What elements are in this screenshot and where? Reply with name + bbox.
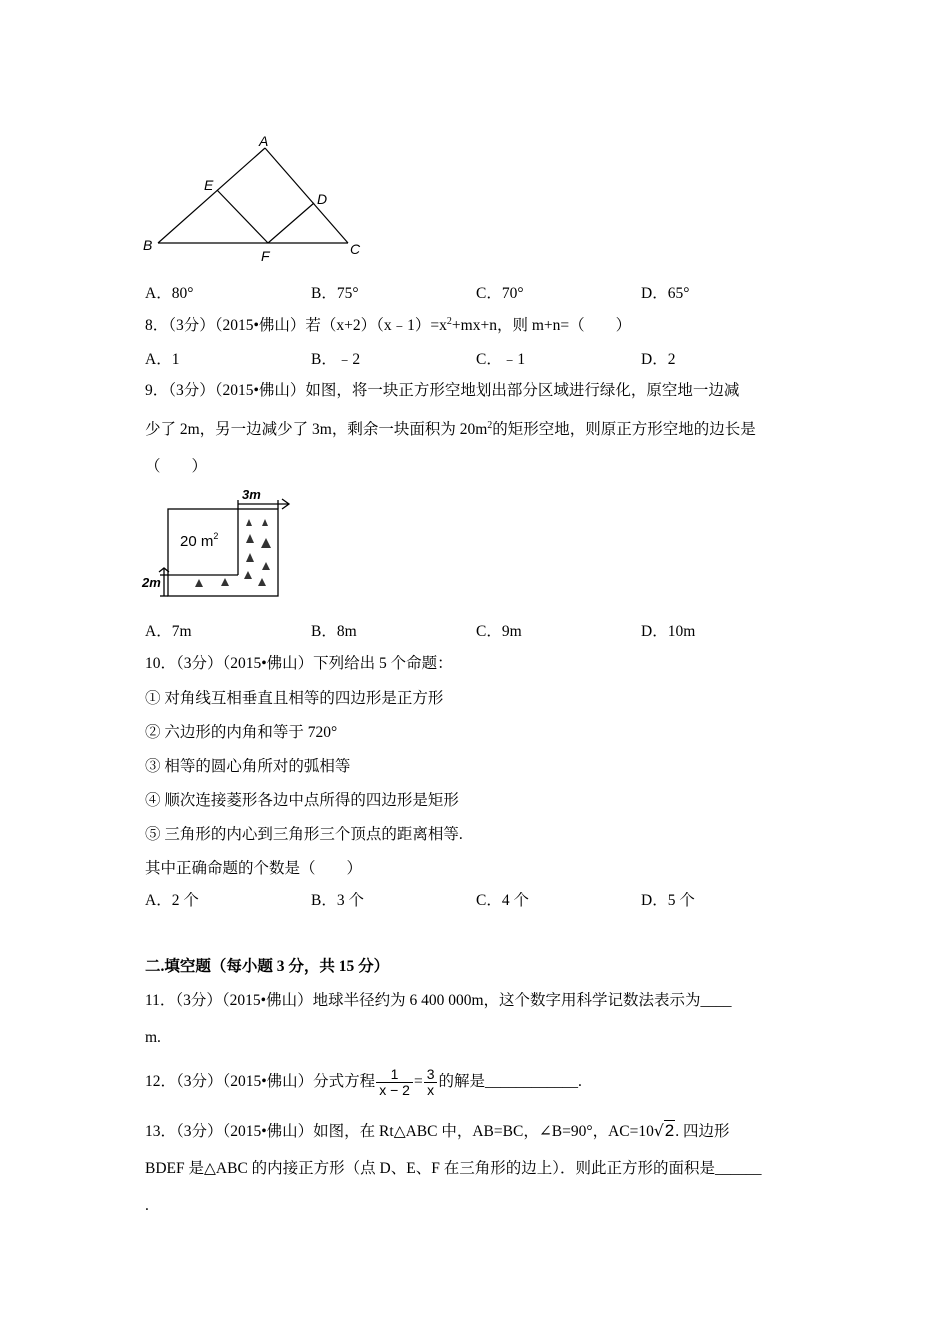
side-ac — [265, 148, 348, 243]
label-b: B — [143, 237, 153, 253]
tree-icons — [195, 519, 271, 587]
label-c: C — [350, 241, 361, 257]
q10-option-d: D．5 个 — [641, 892, 695, 909]
sqrt-symbol: √2 — [653, 1121, 675, 1140]
q11-line1: 11．（3分）（2015•佛山）地球半径约为 6 400 000m，这个数字用科学记数法表示为____ — [145, 992, 732, 1009]
q10-stem: 10．（3分）（2015•佛山）下列给出 5 个命题： — [145, 655, 453, 672]
q10-question: 其中正确命题的个数是（ ） — [145, 860, 363, 877]
tree-icon — [195, 579, 203, 587]
q8-option-a: A．1 — [145, 351, 180, 368]
q9-line3: （ ） — [145, 458, 208, 475]
q10-option-c: C．4 个 — [476, 892, 529, 909]
q10-item-4: ④ 顺次连接菱形各边中点所得的四边形是矩形 — [145, 792, 459, 809]
q13-line3: . — [145, 1197, 149, 1214]
tree-icon — [246, 553, 254, 562]
q12-fraction-1-numerator: 1 — [376, 1067, 413, 1083]
q8-prefix: 8．（3分）（2015•佛山）若（x+2）（x﹣1）=x — [145, 317, 447, 334]
q9-line2-prefix: 少了 2m，另一边减少了 3m，剩余一块面积为 20m — [145, 421, 488, 438]
label-2m: 2m — [142, 575, 161, 590]
q7-options — [145, 284, 825, 304]
q10-item-2: ② 六边形的内角和等于 720° — [145, 724, 338, 741]
q8-stem — [145, 316, 631, 336]
tree-icon — [262, 519, 268, 526]
q13-line1-suffix: . 四边形 — [675, 1123, 730, 1140]
q12-equals: = — [413, 1073, 423, 1090]
tree-icon — [246, 534, 254, 543]
label-f: F — [261, 248, 270, 264]
q10-item-1: ① 对角线互相垂直且相等的四边形是正方形 — [145, 690, 444, 707]
q7-option-a: A．80° — [145, 285, 194, 302]
q12-fraction-2 — [424, 1067, 438, 1098]
q9-line2-suffix: 的矩形空地，则原正方形空地的边长是 — [492, 421, 756, 438]
q9-line1: 9．（3分）（2015•佛山）如图，将一块正方形空地划出部分区域进行绿化，原空地一边减 — [145, 382, 740, 399]
q8-option-b: B．﹣2 — [311, 351, 361, 368]
q11-line2: m. — [145, 1029, 161, 1046]
q9-option-b: B．8m — [311, 623, 357, 640]
q10-option-a: A．2 个 — [145, 892, 199, 909]
q7-option-d: D．65° — [641, 285, 690, 302]
label-20m2-exp: 2 — [213, 531, 219, 541]
q12-prefix: 12．（3分）（2015•佛山）分式方程 — [145, 1073, 376, 1090]
q8-options — [145, 350, 825, 370]
q12-fraction-2-numerator: 3 — [424, 1067, 438, 1083]
side-ab — [158, 148, 265, 243]
q8-suffix: +mx+n，则 m+n=（ ） — [451, 317, 632, 334]
q7-option-b: B．75° — [311, 285, 359, 302]
q13-line1-prefix: 13．（3分）（2015•佛山）如图，在 Rt△ABC 中，AB=BC，∠B=90°，AC=10 — [145, 1123, 654, 1140]
label-3m: 3m — [242, 488, 261, 502]
q8-option-d: D．2 — [641, 351, 676, 368]
tree-icon — [246, 519, 252, 526]
q13-line1 — [145, 1121, 729, 1142]
garden-figure — [140, 488, 300, 606]
q13-radicand: 2 — [664, 1121, 675, 1140]
tree-icon — [244, 571, 252, 579]
q9-option-c: C．9m — [476, 623, 522, 640]
tree-icon — [262, 562, 270, 570]
q13-line2: BDEF 是△ABC 的内接正方形（点 D、E、F 在三角形的边上）．则此正方形的面积是______ — [145, 1160, 762, 1177]
q7-option-c: C．70° — [476, 285, 524, 302]
label-d: D — [317, 191, 328, 207]
q9-option-a: A．7m — [145, 623, 192, 640]
q9-exponent: 2 — [487, 419, 493, 431]
label-20m2-text: 20 m — [180, 533, 214, 550]
q9-option-d: D．10m — [641, 623, 696, 640]
q12-fraction-1 — [376, 1067, 413, 1098]
segment-ef — [217, 190, 268, 243]
q10-item-5: ⑤ 三角形的内心到三角形三个顶点的距离相等. — [145, 826, 463, 843]
q12-fraction-1-denominator: x − 2 — [379, 1081, 410, 1098]
q10-item-3: ③ 相等的圆心角所对的弧相等 — [145, 758, 351, 775]
tree-icon — [261, 538, 271, 548]
q12-suffix: 的解是____________. — [438, 1073, 582, 1090]
section-2-title: 二.填空题（每小题 3 分，共 15 分） — [145, 958, 390, 975]
q10-options — [145, 891, 825, 911]
q9-options — [145, 622, 825, 642]
tree-icon — [258, 578, 266, 586]
q10-option-b: B．3 个 — [311, 892, 364, 909]
q9-line2 — [145, 420, 756, 440]
q12-fraction-2-denominator: x — [427, 1081, 435, 1098]
segment-fd — [268, 203, 314, 243]
q8-option-c: C．﹣1 — [476, 351, 526, 368]
label-a: A — [259, 133, 269, 149]
q12-stem — [145, 1066, 582, 1100]
q8-exponent: 2 — [446, 315, 452, 327]
label-e: E — [204, 177, 214, 193]
triangle-figure — [140, 130, 380, 270]
label-20m2 — [180, 531, 218, 550]
tree-icon — [221, 578, 229, 586]
